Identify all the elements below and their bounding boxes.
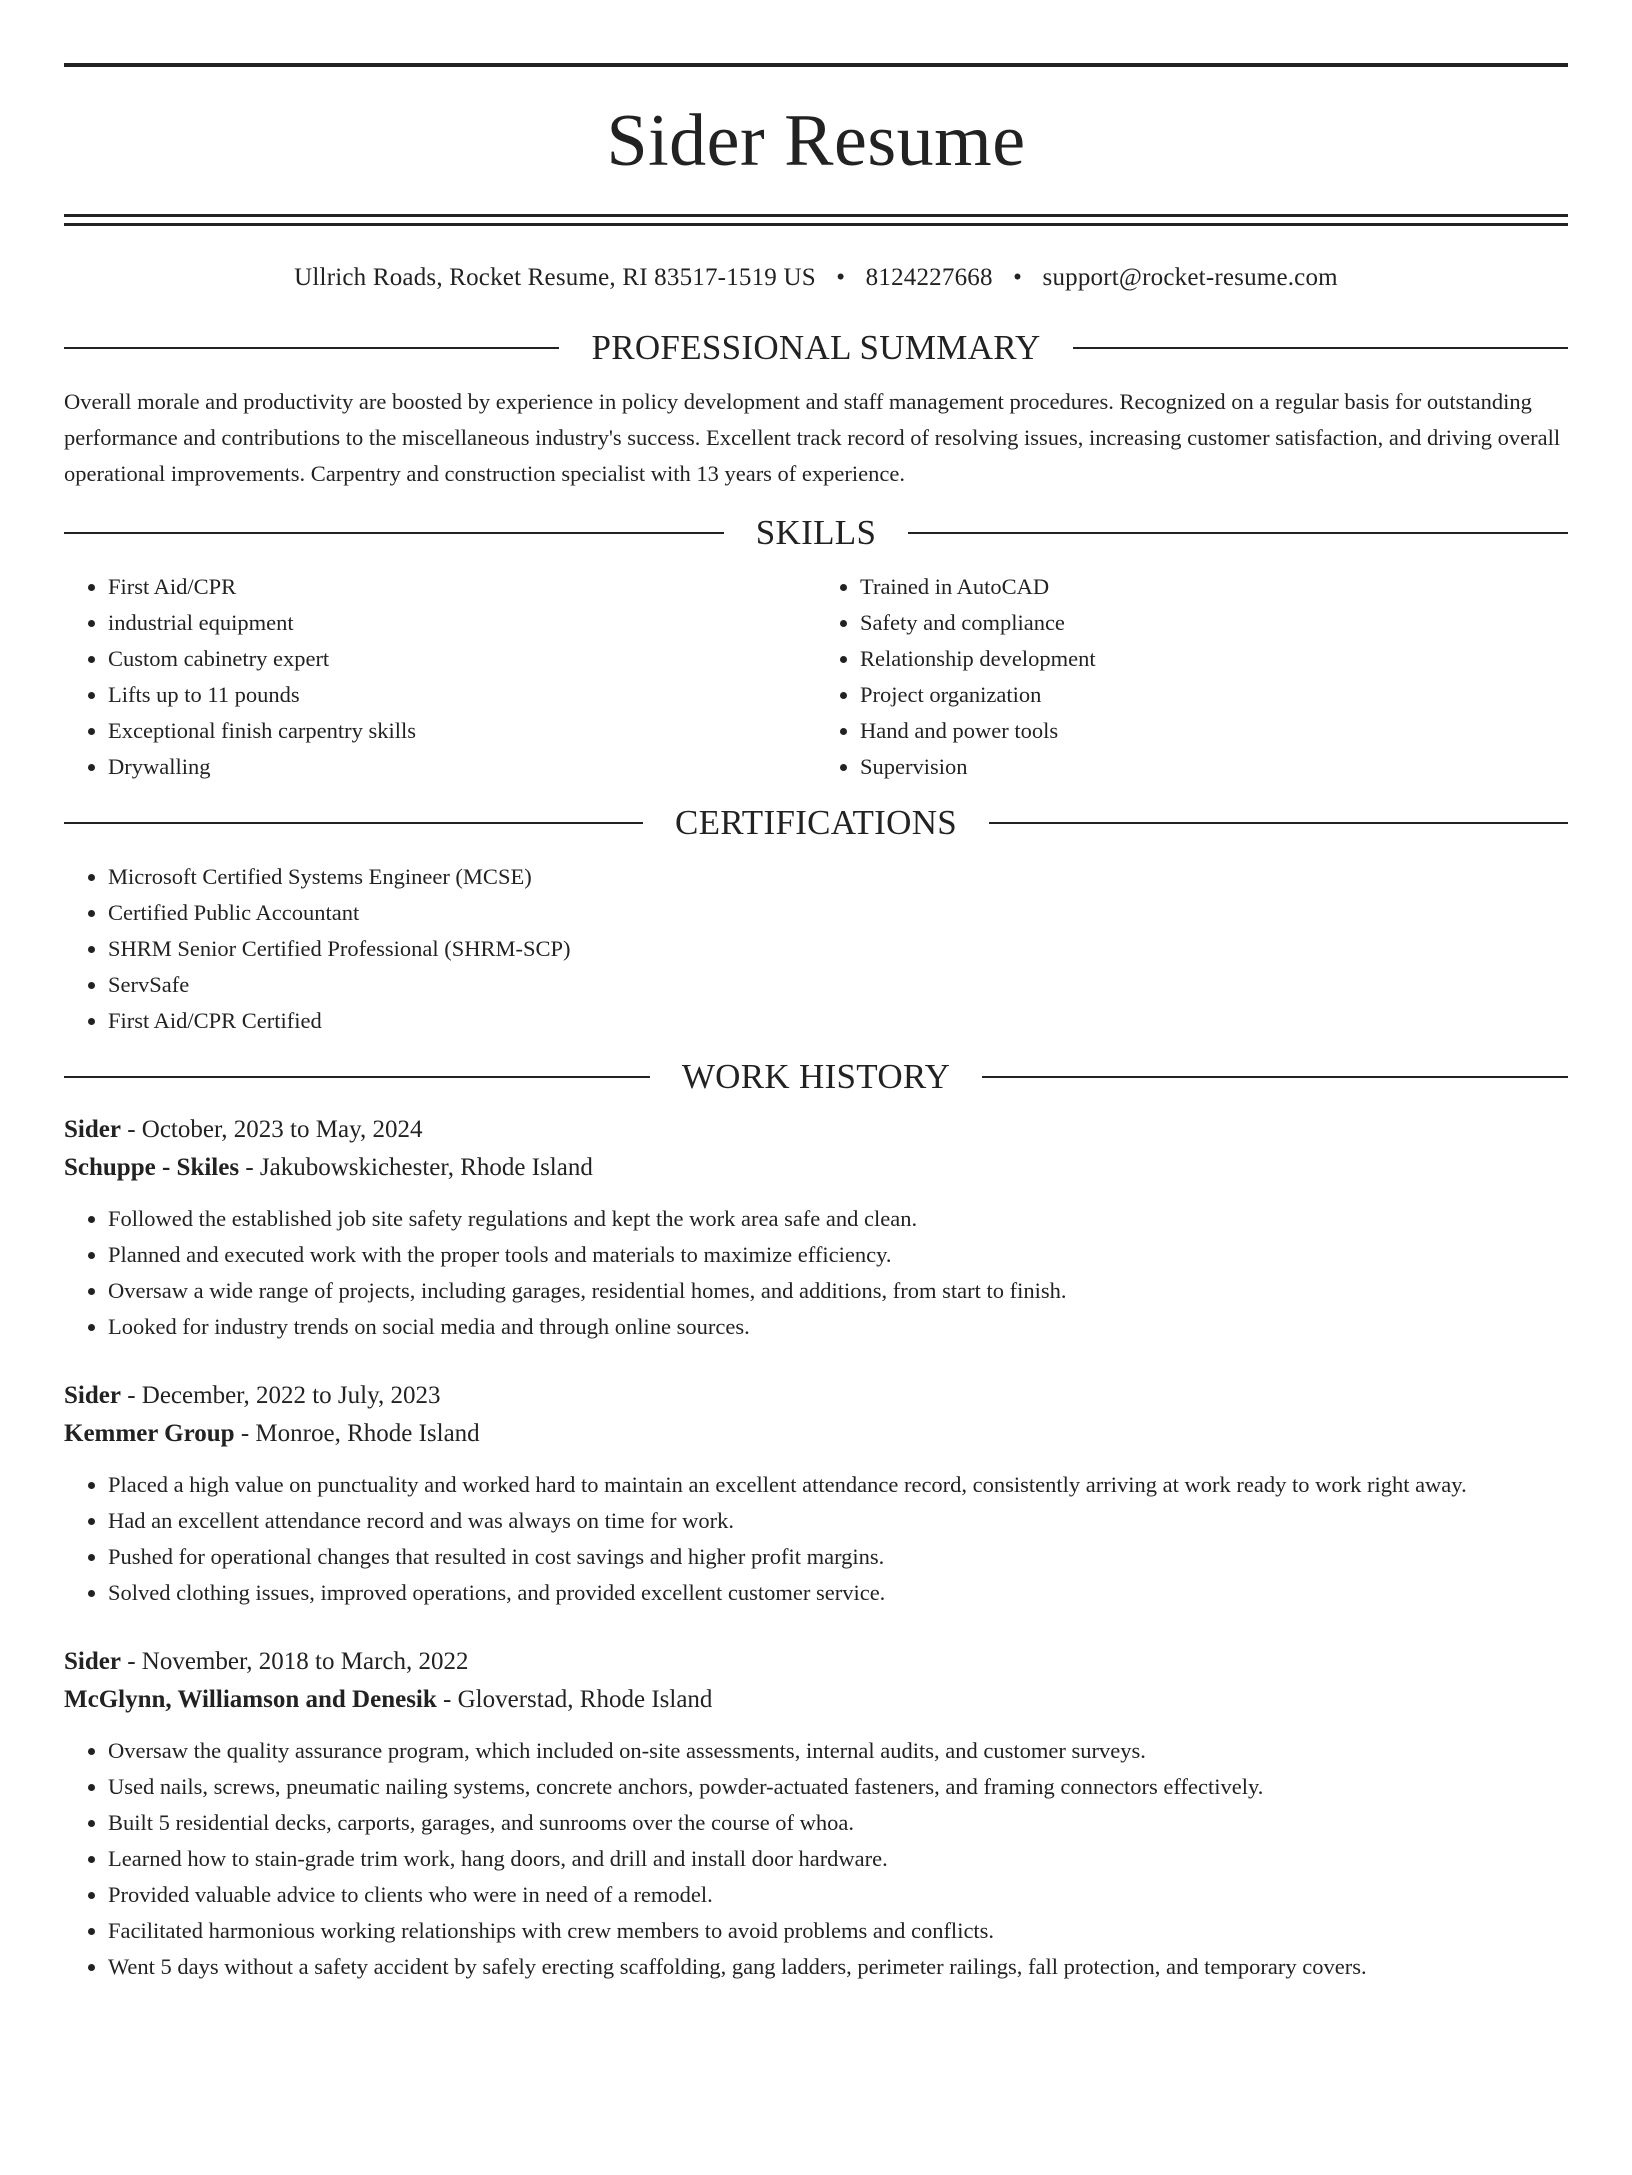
list-item: • ServSafe [108,967,1568,1003]
job-bullets [64,1733,1568,1985]
certifications-heading [64,803,1568,843]
heading-rule [64,532,724,534]
contact-separator: • [836,264,846,291]
contact-phone: 8124227668 [865,264,993,291]
list-item: • Facilitated harmonious working relationships with crew members to avoid problems and conflicts. [108,1913,1568,1949]
job-company-line [64,1149,1568,1187]
list-item: • Followed the established job site safety regulations and kept the work area safe and clean. [108,1201,1568,1237]
resume-name: Sider Resume [606,100,1026,182]
list-item: • Relationship development [860,641,1568,677]
list-item: • Lifts up to 11 pounds [108,677,816,713]
list-item: • Custom cabinetry expert [108,641,816,677]
top-rule [64,63,1568,67]
list-item: • Provided valuable advice to clients who were in need of a remodel. [108,1877,1568,1913]
contact-address: Ullrich Roads, Rocket Resume, RI 83517-1519 US [294,264,816,291]
skills-column-right [816,569,1568,785]
heading-rule [64,347,559,349]
job-company: Schuppe - Skiles [64,1154,240,1181]
contact-email: support@rocket-resume.com [1042,264,1338,291]
job-role: Sider [64,1116,121,1143]
resume-page [0,63,1632,2175]
job-location: - Gloverstad, Rhode Island [436,1686,713,1713]
list-item: • Exceptional finish carpentry skills [108,713,816,749]
job-company: Kemmer Group [64,1420,235,1447]
list-item: • Solved clothing issues, improved operations, and provided excellent customer service. [108,1575,1568,1611]
heading-rule [982,1076,1568,1078]
list-item: • SHRM Senior Certified Professional (SHRM-SCP) [108,931,1568,967]
job-dates: - December, 2022 to July, 2023 [120,1382,441,1409]
work-heading [64,1057,1568,1097]
list-item: • Placed a high value on punctuality and worked hard to maintain an excellent attendance record, consistently arriving at work ready to work right away. [108,1467,1568,1503]
heading-rule [64,822,643,824]
job-company-line [64,1681,1568,1719]
job-role: Sider [64,1382,121,1409]
skills-heading [64,513,1568,553]
job-company: McGlynn, Williamson and Denesik [64,1686,437,1713]
summary-text: Overall morale and productivity are boosted by experience in policy development and staff management procedures. Recognized on a regular basis for outstanding performance and contributions to the miscellaneous industry's success. Excellent track record of resolving issues, increasing customer satisfaction, and driving overall operational improvements. Carpentry and construction specialist with 13 years of experience. [64,389,1561,486]
list-item: • industrial equipment [108,605,816,641]
job-dates: - November, 2018 to March, 2022 [120,1648,469,1675]
list-item: • Safety and compliance [860,605,1568,641]
job-company-line [64,1415,1568,1453]
job-role-line [64,1377,1568,1415]
certifications-title: CERTIFICATIONS [674,803,958,842]
job-bullets [64,1467,1568,1611]
skills-column-left [64,569,816,785]
contact-line [64,263,1568,293]
heading-rule [989,822,1568,824]
job-location: - Jakubowskichester, Rhode Island [239,1154,593,1181]
double-rule [64,214,1568,226]
job-entry [64,1643,1568,1985]
job-bullets [64,1201,1568,1345]
job-role: Sider [64,1648,121,1675]
job-role-line [64,1111,1568,1149]
list-item: • Looked for industry trends on social media and through online sources. [108,1309,1568,1345]
list-item: • Had an excellent attendance record and was always on time for work. [108,1503,1568,1539]
list-item: • Oversaw the quality assurance program, which included on-site assessments, internal audits, and customer surveys. [108,1733,1568,1769]
job-dates: - October, 2023 to May, 2024 [120,1116,423,1143]
job-entry [64,1111,1568,1345]
list-item: • Oversaw a wide range of projects, including garages, residential homes, and additions, from start to finish. [108,1273,1568,1309]
job-entry [64,1377,1568,1611]
list-item: • Built 5 residential decks, carports, garages, and sunrooms over the course of whoa. [108,1805,1568,1841]
list-item: • Pushed for operational changes that resulted in cost savings and higher profit margins. [108,1539,1568,1575]
heading-rule [64,1076,650,1078]
list-item: • Went 5 days without a safety accident by safely erecting scaffolding, gang ladders, perimeter railings, fall protection, and temporary covers. [108,1949,1568,1985]
list-item: • Drywalling [108,749,816,785]
job-location: - Monroe, Rhode Island [234,1420,480,1447]
list-item: • Supervision [860,749,1568,785]
skills-title: SKILLS [755,513,877,552]
list-item: • Planned and executed work with the proper tools and materials to maximize efficiency. [108,1237,1568,1273]
job-role-line [64,1643,1568,1681]
list-item: • Used nails, screws, pneumatic nailing systems, concrete anchors, powder-actuated fasteners, and framing connectors effectively. [108,1769,1568,1805]
list-item: • Learned how to stain-grade trim work, hang doors, and drill and install door hardware. [108,1841,1568,1877]
list-item: • Project organization [860,677,1568,713]
list-item: • First Aid/CPR Certified [108,1003,1568,1039]
skills-list [64,569,1568,785]
list-item: • Microsoft Certified Systems Engineer (MCSE) [108,859,1568,895]
list-item: • Hand and power tools [860,713,1568,749]
work-title: WORK HISTORY [681,1057,951,1096]
contact-separator: • [1013,264,1023,291]
list-item: • Trained in AutoCAD [860,569,1568,605]
certifications-list [64,859,1568,1039]
heading-rule [1073,347,1568,349]
heading-rule [908,532,1568,534]
list-item: • Certified Public Accountant [108,895,1568,931]
summary-heading [64,328,1568,368]
summary-title: PROFESSIONAL SUMMARY [591,328,1041,367]
list-item: • First Aid/CPR [108,569,816,605]
